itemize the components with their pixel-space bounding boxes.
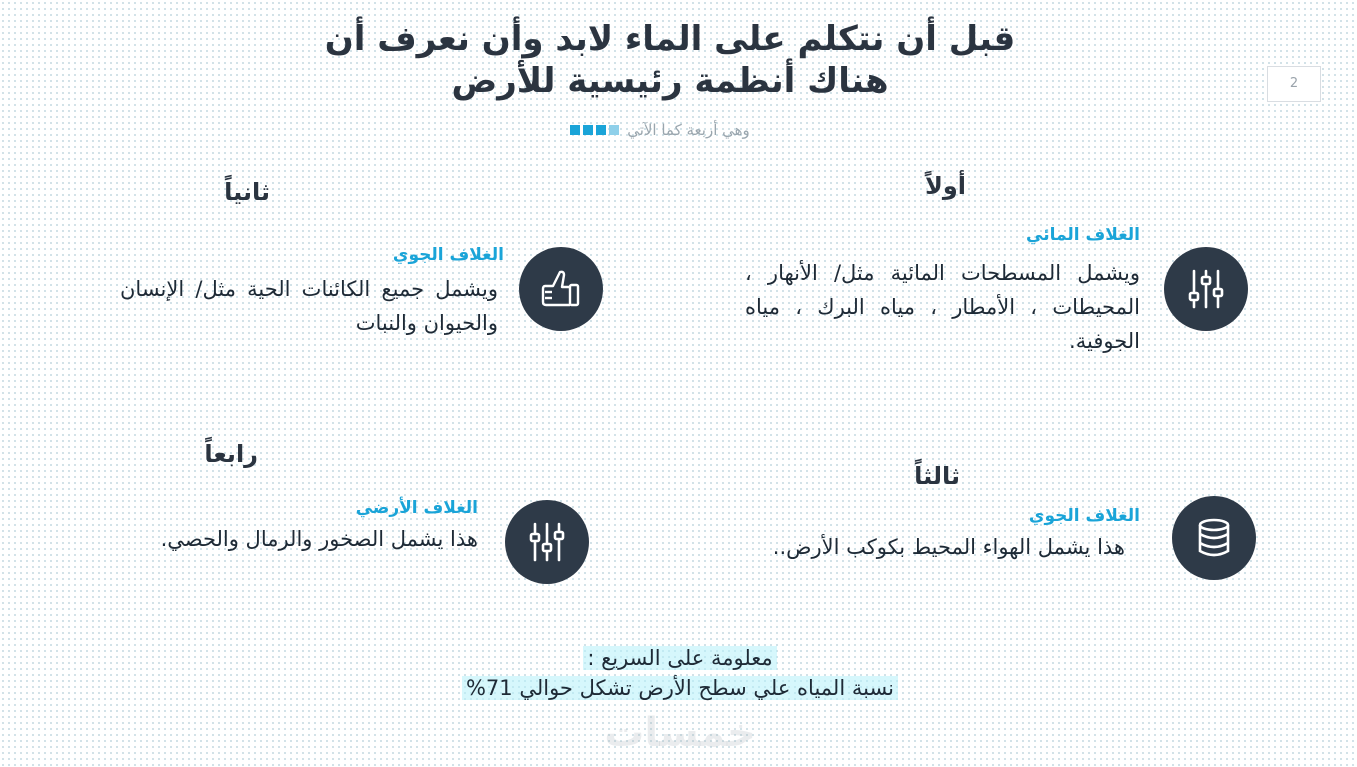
heading-third: ثالثاً	[914, 462, 960, 490]
description-first: ويشمل المسطحات المائية مثل/ الأنهار ، المحيطات ، الأمطار ، مياه البرك ، مياه الجوفية.	[745, 261, 1140, 353]
watermark: خمسات	[604, 710, 756, 756]
description-third: هذا يشمل الهواء المحيط بكوكب الأرض..	[772, 535, 1125, 559]
fact-line-2	[380, 676, 980, 700]
thumbs-up-icon	[540, 269, 582, 309]
heading-second: ثانياً	[224, 178, 270, 206]
database-icon	[1195, 517, 1233, 559]
fact-line-1	[380, 646, 980, 670]
label-fourth: الغلاف الأرضي	[355, 498, 478, 518]
icon-circle-third	[1172, 496, 1256, 580]
icon-circle-second	[519, 247, 603, 331]
icon-circle-first	[1164, 247, 1248, 331]
decorative-squares	[570, 125, 619, 135]
slide-title: قبل أن نتكلم على الماء لابد وأن نعرف أن هناك أنظمة رئيسية للأرض	[324, 19, 1016, 101]
subtitle: وهي أربعة كما الآتي	[627, 121, 750, 139]
label-first: الغلاف المائي	[1026, 225, 1140, 245]
sliders-icon	[527, 520, 567, 564]
heading-fourth: رابعاً	[204, 440, 258, 468]
label-second: الغلاف الجوي	[392, 245, 504, 265]
description-fourth: هذا يشمل الصخور والرمال والحصي.	[160, 527, 478, 551]
heading-first: أولاً	[924, 172, 966, 200]
subtitle-row	[540, 120, 780, 140]
fact-line-1-text: معلومة على السريع :	[583, 646, 776, 670]
icon-circle-fourth	[505, 500, 589, 584]
fact-line-2-text: نسبة المياه علي سطح الأرض تشكل حوالي 71%	[462, 676, 898, 700]
slide-number: 2	[1267, 66, 1321, 102]
sliders-icon	[1186, 267, 1226, 311]
label-third: الغلاف الجوي	[1028, 506, 1140, 526]
description-second: ويشمل جميع الكائنات الحية مثل/ الإنسان والحيوان والنبات	[120, 277, 498, 335]
